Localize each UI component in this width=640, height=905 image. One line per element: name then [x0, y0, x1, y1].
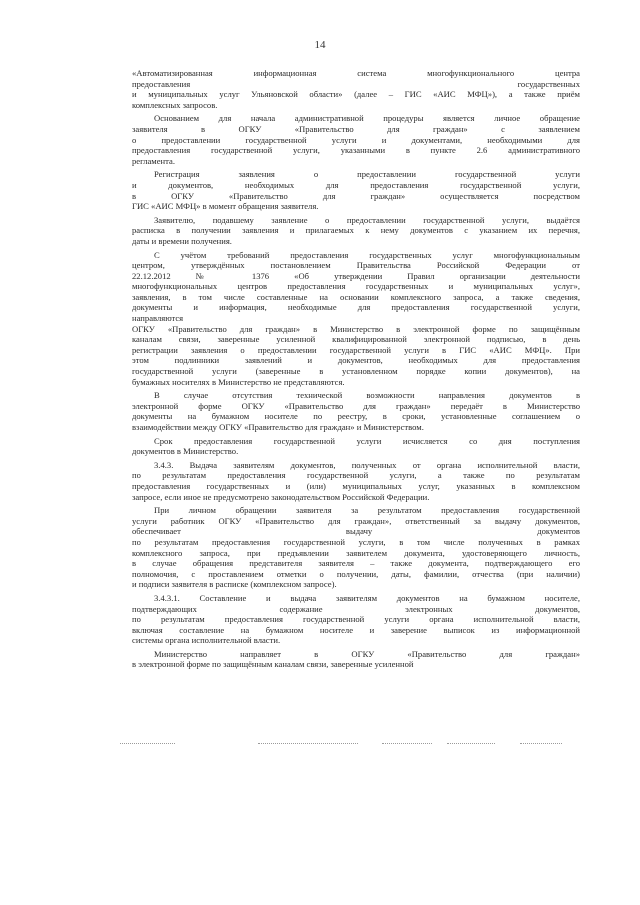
text-line: о предоставлении государственной услуги и документами, необходимыми для — [132, 134, 580, 145]
text-line: по результатам предоставления государственной услуги, а также по результатам — [132, 470, 580, 481]
paragraph — [132, 215, 580, 247]
text-line: полномочия, с проставлением отметки о получении, даты, фамилии, отчества (при наличии) — [132, 568, 580, 579]
paragraph — [132, 169, 580, 211]
paragraph — [132, 390, 580, 432]
text-line: обеспечивает выдачу документов — [132, 526, 580, 537]
text-line: и муниципальных услуг Ульяновской области» (далее – ГИС «АИС МФЦ»), а также приём — [132, 89, 580, 100]
text-line: этом подлинники заявлений и документов, необходимых для предоставления — [132, 355, 580, 366]
text-line: в ОГКУ «Правительство для граждан» осуществляется посредством — [132, 190, 580, 201]
text-line: расписка в получении заявления и прилагаемых к нему документов с указанием их перечня, — [132, 225, 580, 236]
text-line: документов в Министерство. — [132, 446, 239, 457]
text-line: заявителя в ОГКУ «Правительство для граждан» с заявлением — [132, 123, 580, 134]
text-line: бумажных носителях в Министерство не представляются. — [132, 376, 345, 387]
text-line: ОГКУ «Правительство для граждан» в Министерство в электронной форме по защищённым — [132, 323, 580, 334]
text-line: по результатам предоставления государственной услуги, в том числе полученных в рамках — [132, 536, 580, 547]
document-body — [132, 68, 580, 673]
text-line: комплексных запросов. — [132, 99, 218, 110]
text-line: электронной форме ОГКУ «Правительство для граждан» передаёт в Министерство — [132, 400, 580, 411]
text-line: в случае обращения представителя заявителя – также документа, подтверждающего его — [132, 558, 580, 569]
text-line: государственной услуги (заверенные в установленном порядке копии документов), на — [132, 366, 580, 377]
text-line: запросе, если иное не предусмотрено законодательством Российской Федерации. — [132, 491, 430, 502]
text-line: по результатам предоставления государственной услуги органа исполнительной власти, — [132, 614, 580, 625]
footer-dotted-lines — [0, 743, 640, 747]
text-line: взаимодействии между ОГКУ «Правительство для граждан» и Министерством. — [132, 422, 424, 432]
text-line: Основанием для начала административной процедуры является личное обращение — [154, 113, 580, 124]
text-line: 3.4.3.1. Составление и выдача заявителям документов на бумажном носителе, — [154, 592, 580, 603]
text-line: 3.4.3. Выдача заявителям документов, полученных от органа исполнительной власти, — [154, 459, 580, 470]
text-line: 22.12.2012 № 1376 «Об утверждении Правил организации деятельности — [132, 270, 580, 281]
text-line: каналам связи, заверенные усиленной квалифицированной электронной подписью, в день — [132, 334, 580, 345]
paragraph — [132, 649, 580, 670]
paragraph — [132, 68, 580, 110]
paragraph — [132, 250, 580, 388]
page-number: 14 — [314, 39, 326, 51]
paragraph — [132, 460, 580, 502]
text-line: и документов, необходимых для предоставления государственной услуги, — [132, 179, 580, 190]
text-line: предоставления государственной услуги, указанными в пункте 2.6 административного — [132, 145, 580, 156]
text-line: подтверждающих содержание электронных документов, — [132, 603, 580, 614]
text-line: Министерство направляет в ОГКУ «Правительство для граждан» — [154, 648, 580, 659]
text-line: центром, утверждённых постановлением Правительства Российской Федерации от — [132, 260, 580, 271]
text-line: При личном обращении заявителя за результатом предоставления государственной — [154, 505, 580, 516]
text-line: даты и времени получения. — [132, 235, 232, 246]
text-line: в электронной форме по защищённым каналам связи, заверенные усиленной — [132, 659, 414, 670]
text-line: включая составление на бумажном носителе и заверение выписок из информационной — [132, 624, 580, 635]
paragraph — [132, 505, 580, 590]
text-line: ГИС «АИС МФЦ» в момент обращения заявителя. — [132, 201, 319, 212]
text-line: «Автоматизированная информационная система многофункционального центра — [132, 68, 580, 78]
paragraph — [132, 436, 580, 457]
text-line: документы на бумажном носителе по реестру, в сроки, установленные соглашением о — [132, 411, 580, 422]
text-line: комплексного запроса, при предъявлении заявителем документа, удостоверяющего личность, — [132, 547, 580, 558]
text-line: регистрации заявления о предоставлении государственной услуги в ГИС «АИС МФЦ». При — [132, 344, 580, 355]
text-line: многофункциональных центров предоставления государственных и муниципальных услуг», — [132, 281, 580, 292]
text-line: С учётом требований предоставления государственных услуг многофункциональным — [154, 249, 580, 260]
paragraph — [132, 113, 580, 166]
paragraph — [132, 593, 580, 646]
text-line: системы органа исполнительной власти. — [132, 635, 281, 646]
text-line: документы и информация, необходимые для предоставления государственной услуги, — [132, 302, 580, 313]
text-line: Регистрация заявления о предоставлении государственной услуги — [154, 169, 580, 180]
text-line: Срок предоставления государственной услуги исчисляется со дня поступления — [154, 435, 580, 446]
text-line: В случае отсутствия технической возможности направления документов в — [154, 390, 580, 401]
text-line: Заявителю, подавшему заявление о предоставлении государственной услуги, выдаётся — [154, 214, 580, 225]
text-line: предоставления государственных — [132, 78, 580, 89]
text-line: заявления, в том числе составленные на основании комплексного запроса, а также сведения, — [132, 291, 580, 302]
text-line: направляются — [132, 313, 184, 324]
text-line: предоставления государственных и (или) муниципальных услуг, указанных в комплексном — [132, 480, 580, 491]
text-line: и подписи заявителя в расписке (комплексном запросе). — [132, 579, 337, 590]
text-line: регламента. — [132, 155, 175, 166]
text-line: услуги работник ОГКУ «Правительство для граждан», ответственный за выдачу документов, — [132, 515, 580, 526]
